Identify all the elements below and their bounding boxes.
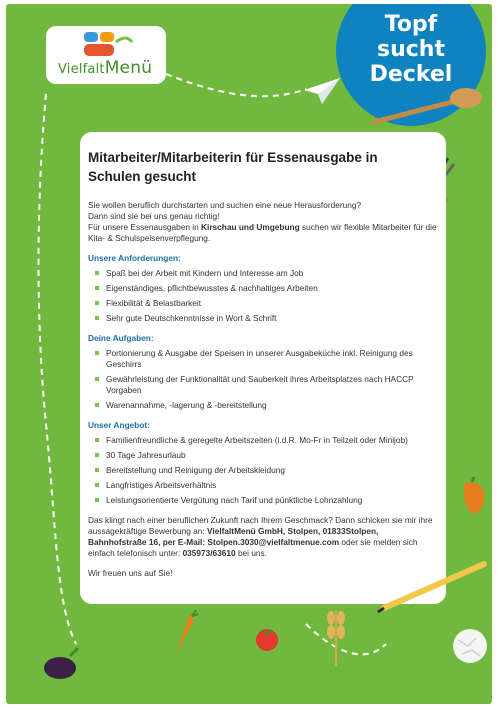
- bullet-icon: [95, 301, 99, 305]
- tasks-list: [88, 348, 438, 411]
- list-item: [88, 374, 438, 396]
- wooden-spoon-icon: [372, 82, 492, 132]
- badge-text: [342, 12, 480, 87]
- list-item: [88, 400, 438, 411]
- intro-line-3-start: Für unsere Essenausgaben in: [88, 222, 202, 232]
- bullet-icon: [95, 468, 99, 472]
- bullet-icon: [95, 286, 99, 290]
- list-item-text: 30 Tage Jahresurlaub: [106, 450, 186, 460]
- list-item: [88, 465, 438, 476]
- list-item: [88, 435, 438, 446]
- list-item-text: Gewährleistung der Funktionalität und Sauberkeit ihres Arbeitsplatzes nach HACCP Vorgaben: [106, 374, 414, 395]
- logo-prefix: Vielfalt: [58, 62, 105, 77]
- closing-paragraph: [88, 515, 438, 559]
- section-title-tasks: Deine Aufgaben:: [88, 333, 154, 343]
- badge-line-2: sucht: [377, 37, 445, 62]
- badge-line-3: Deckel: [369, 62, 453, 87]
- list-item: [88, 348, 438, 370]
- signoff: Wir freuen uns auf Sie!: [88, 568, 173, 578]
- bullet-icon: [95, 351, 99, 355]
- list-item-text: Langfristiges Arbeitsverhältnis: [106, 480, 217, 490]
- offer-list: [88, 435, 438, 506]
- list-item: [88, 268, 438, 279]
- bullet-icon: [95, 271, 99, 275]
- intro-line-3-end: suchen wir flexible Mitarbeiter für die Kita- & Schulspeisenverpflegung.: [88, 222, 437, 243]
- bullet-icon: [95, 453, 99, 457]
- crumpled-paper-icon: [448, 626, 492, 666]
- list-item-text: Spaß bei der Arbeit mit Kindern und Interesse am Job: [106, 268, 304, 278]
- pencil-icon: [376, 556, 492, 616]
- carrot-icon: [170, 608, 200, 658]
- intro-paragraph: [88, 200, 438, 244]
- phone-number: 035973/63610: [182, 548, 236, 558]
- bullet-icon: [95, 316, 99, 320]
- list-item: [88, 313, 438, 324]
- list-item: [88, 495, 438, 506]
- job-description: [88, 200, 438, 588]
- bullet-icon: [95, 403, 99, 407]
- logo-suffix: Menü: [104, 58, 153, 78]
- section-title-requirements: Unsere Anforderungen:: [88, 253, 181, 263]
- list-item-text: Familienfreundliche & geregelte Arbeitszeiten (i.d.R. Mo-Fr in Teilzeit oder Minijob): [106, 435, 408, 445]
- list-item-text: Eigenständiges, pflichtbewusstes & nachhaltiges Arbeiten: [106, 283, 318, 293]
- closing-text-2: oder sie melden sich einfach telefonisch unter:: [88, 537, 418, 558]
- wheat-icon: [316, 600, 356, 670]
- logo-wordmark: [58, 58, 152, 78]
- list-item-text: Sehr gute Deutschkenntnisse in Wort & Schrift: [106, 313, 277, 323]
- list-item-text: Bereitstellung und Reinigung der Arbeitskleidung: [106, 465, 285, 475]
- job-ad-card: [80, 132, 446, 604]
- flyer-background: [6, 4, 492, 704]
- list-item: [88, 450, 438, 461]
- job-title: Mitarbeiter/Mitarbeiterin für Essenausgabe in Schulen gesucht: [88, 150, 378, 184]
- eggplant-icon: [42, 644, 82, 684]
- closing-text-1: Das klingt nach einer beruflichen Zukunft nach Ihrem Geschmack? Dann schicken sie mir ihre aussagekräftige Bewerbung an:: [88, 515, 433, 536]
- list-item: [88, 480, 438, 491]
- vielfaltmenue-logo: [46, 26, 166, 84]
- closing-text-3: bei uns.: [235, 548, 268, 558]
- intro-line-1: Sie wollen beruflich durchstarten und suchen eine neue Herausforderung?: [88, 200, 362, 210]
- pepper-icon: [458, 476, 488, 516]
- bullet-icon: [95, 483, 99, 487]
- list-item: [88, 283, 438, 294]
- logo-pot-icon: [78, 28, 138, 62]
- bullet-icon: [95, 377, 99, 381]
- list-item-text: Flexibilität & Belastbarkeit: [106, 298, 201, 308]
- badge-line-1: Topf: [384, 12, 438, 37]
- list-item-text: Leistungsorientierte Vergütung nach Tarif und pünktliche Lohnzahlung: [106, 495, 363, 505]
- bullet-icon: [95, 498, 99, 502]
- intro-location: Kirschau und Umgebung: [201, 222, 300, 232]
- tomato-icon: [252, 624, 282, 654]
- list-item-text: Portionierung & Ausgabe der Speisen in unserer Ausgabeküche inkl. Reinigung des Geschirrs: [106, 348, 413, 369]
- list-item: [88, 298, 438, 309]
- intro-line-2: Dann sind sie bei uns genau richtig!: [88, 211, 220, 221]
- application-address: VielfaltMenü GmbH, Stolpen, 01833Stolpen, Bahnhofstraße 16, per E-Mail: Stolpen.3030@vielfaltmenue.com: [88, 526, 379, 547]
- requirements-list: [88, 268, 438, 324]
- bullet-icon: [95, 438, 99, 442]
- section-title-offer: Unser Angebot:: [88, 420, 150, 430]
- list-item-text: Warenannahme, -lagerung & -bereitstellung: [106, 400, 267, 410]
- paper-plane-icon: [302, 76, 342, 106]
